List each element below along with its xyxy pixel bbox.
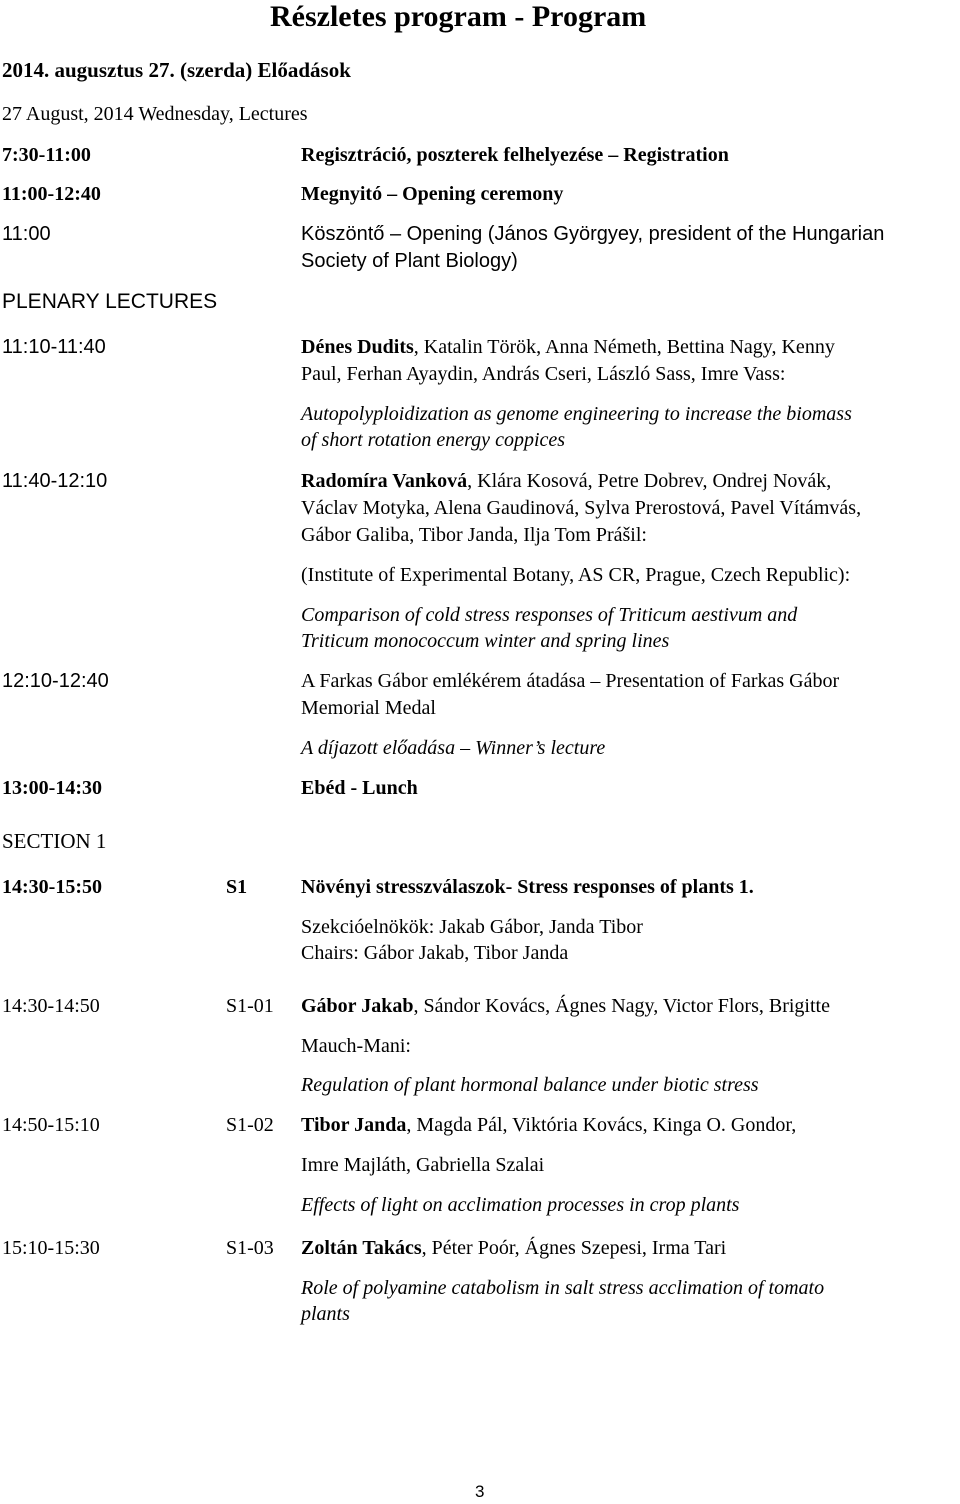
- section-chairs-hu: Szekcióelnökök: Jakab Gábor, Janda Tibor: [301, 916, 643, 938]
- plenary-2-authors: [301, 468, 831, 494]
- talk-1-presenter: Gábor Jakab: [301, 995, 414, 1017]
- plenary-1-title-line2: of short rotation energy coppices: [301, 429, 566, 451]
- section-time: 14:30-15:50: [2, 876, 102, 898]
- talk-1-authors-line2: Mauch-Mani:: [301, 1035, 411, 1057]
- medal-time: 12:10-12:40: [2, 670, 109, 692]
- plenary-2-authors-line3: Gábor Galiba, Tibor Janda, Ilja Tom Prášil:: [301, 524, 647, 546]
- plenary-heading: PLENARY LECTURES: [2, 290, 218, 313]
- plenary-2-coauthors: , Klára Kosová, Petre Dobrev, Ondrej Novák,: [467, 470, 832, 492]
- talk-2-code: S1-02: [226, 1114, 274, 1136]
- talk-3-code: S1-03: [226, 1237, 274, 1259]
- opening-time: 11:00-12:40: [2, 183, 101, 205]
- plenary-1-authors: [301, 334, 835, 360]
- medal-line1: A Farkas Gábor emlékérem átadása – Presentation of Farkas Gábor: [301, 670, 840, 692]
- page-title: Részletes program - Program: [270, 0, 647, 33]
- talk-1-title: Regulation of plant hormonal balance under biotic stress: [301, 1074, 759, 1096]
- plenary-2-title-line2: Triticum monococcum winter and spring lines: [301, 630, 670, 652]
- talk-1-code: S1-01: [226, 995, 274, 1017]
- medal-line2: Memorial Medal: [301, 697, 436, 719]
- section-code: S1: [226, 876, 248, 898]
- plenary-2-presenter: Radomíra Vanková: [301, 470, 468, 492]
- day-header-en: 27 August, 2014 Wednesday, Lectures: [2, 103, 308, 125]
- talk-2-time: 14:50-15:10: [2, 1114, 100, 1136]
- talk-1-coauthors: , Sándor Kovács, Ágnes Nagy, Victor Flors, Brigitte: [413, 995, 830, 1017]
- talk-3-coauthors: , Péter Poór, Ágnes Szepesi, Irma Tari: [421, 1237, 727, 1259]
- talk-1-authors: [301, 993, 830, 1019]
- talk-2-presenter: Tibor Janda: [301, 1114, 407, 1136]
- lunch-time: 13:00-14:30: [2, 777, 102, 799]
- talk-3-presenter: Zoltán Takács: [301, 1237, 422, 1259]
- section-chairs-en: Chairs: Gábor Jakab, Tibor Janda: [301, 942, 569, 964]
- page-number: 3: [475, 1482, 485, 1501]
- plenary-1-time: 11:10-11:40: [2, 336, 106, 358]
- plenary-2-time: 11:40-12:10: [2, 470, 108, 492]
- day-header-hu: 2014. augusztus 27. (szerda) Előadások: [2, 58, 351, 82]
- section-title: Növényi stresszválaszok- Stress responses of plants 1.: [301, 876, 754, 898]
- talk-2-authors: [301, 1112, 796, 1138]
- plenary-2-title-line1: Comparison of cold stress responses of Triticum aestivum and: [301, 604, 798, 626]
- medal-lecture: A díjazott előadása – Winner’s lecture: [301, 737, 606, 759]
- opening-text: Megnyitó – Opening ceremony: [301, 183, 564, 205]
- plenary-2-authors-line2: Václav Motyka, Alena Gaudinová, Sylva Prerostová, Pavel Vítámvás,: [301, 497, 862, 519]
- talk-2-coauthors: , Magda Pál, Viktória Kovács, Kinga O. Gondor,: [406, 1114, 797, 1136]
- lunch-text: Ebéd - Lunch: [301, 777, 418, 799]
- plenary-2-institute: (Institute of Experimental Botany, AS CR, Prague, Czech Republic):: [301, 564, 851, 586]
- welcome-line1: Köszöntő – Opening (János Györgyey, president of the Hungarian: [301, 223, 885, 245]
- talk-3-time: 15:10-15:30: [2, 1237, 100, 1259]
- plenary-1-coauthors: , Katalin Török, Anna Németh, Bettina Nagy, Kenny: [413, 336, 835, 358]
- talk-2-authors-line2: Imre Majláth, Gabriella Szalai: [301, 1154, 545, 1176]
- plenary-1-authors-line2: Paul, Ferhan Ayaydin, András Cseri, László Sass, Imre Vass:: [301, 363, 786, 385]
- registration-text: Regisztráció, poszterek felhelyezése – Registration: [301, 144, 729, 166]
- registration-time: 7:30-11:00: [2, 144, 91, 166]
- welcome-line2: Society of Plant Biology): [301, 250, 518, 272]
- talk-3-title-line1: Role of polyamine catabolism in salt stress acclimation of tomato: [301, 1277, 825, 1299]
- plenary-1-title-line1: Autopolyploidization as genome engineering to increase the biomass: [301, 403, 852, 425]
- welcome-time: 11:00: [2, 223, 51, 245]
- section-heading: SECTION 1: [2, 829, 107, 853]
- talk-3-title-line2: plants: [301, 1303, 350, 1325]
- talk-2-title: Effects of light on acclimation processes in crop plants: [301, 1194, 740, 1216]
- talk-3-authors: [301, 1235, 726, 1261]
- talk-1-time: 14:30-14:50: [2, 995, 100, 1017]
- plenary-1-presenter: Dénes Dudits: [301, 336, 414, 358]
